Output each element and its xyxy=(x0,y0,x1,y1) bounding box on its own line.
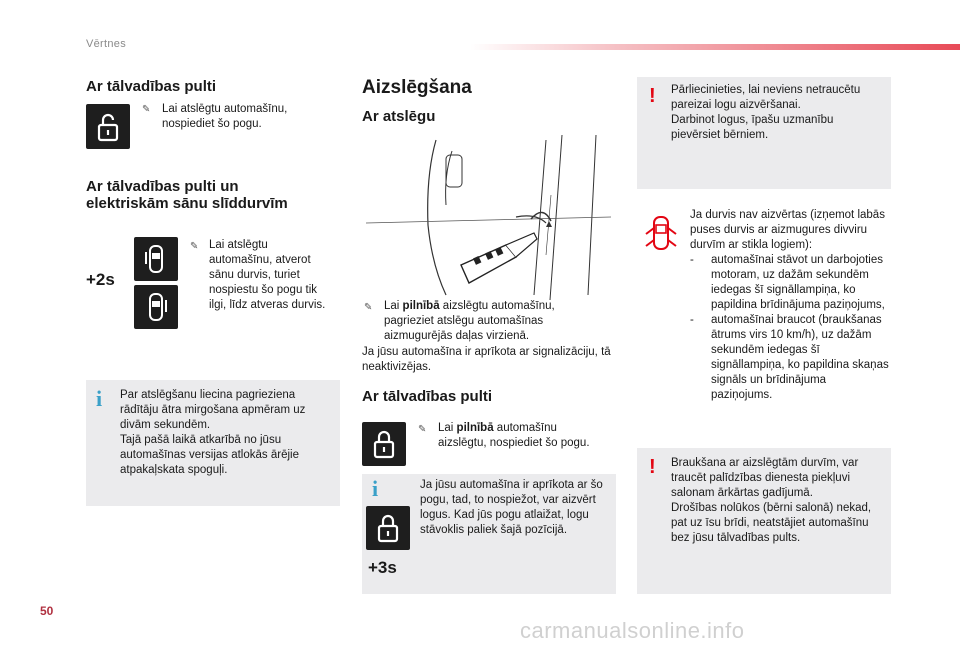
remote-lock-heading: Ar tālvadības pulti xyxy=(362,388,493,405)
warning-icon: ! xyxy=(649,456,656,478)
info-box-middle xyxy=(362,474,616,594)
sliding-door-heading xyxy=(86,178,288,212)
door-open-intro: Ja durvis nav aizvērtas (izņemot labās puses durvis ar aizmugures divviru durvīm ar stikla logiem): xyxy=(690,209,885,251)
section-label: Vērtnes xyxy=(86,38,127,50)
key-heading: Ar atslēgu xyxy=(362,108,436,125)
watermark: carmanualsonline.info xyxy=(520,618,745,643)
sliding-door-heading-line1: Ar tālvadības pulti un xyxy=(86,178,239,195)
list-item: - automašīnai braucot (braukšanas ātrums virs 10 km/h), uz dažām sekundēm iedegas šī signāllampiņa, ko papildina skaņas signāls un brīdinājuma paziņojums. xyxy=(690,313,890,403)
door-open-list xyxy=(690,253,890,403)
remote-unlock-heading: Ar tālvadības pulti xyxy=(86,78,217,95)
warning-box-locked-driving xyxy=(637,448,891,594)
sliding-door-heading-line2: elektriskām sānu slīddurvīm xyxy=(86,195,288,212)
header-accent-bar xyxy=(470,44,960,50)
info-text-left: Par atslēgšanu liecina pagrieziena rādītāju ātra mirgošana apmēram uz divām sekundēm. Tajā pašā laikā atkarībā no jūsu automašīnas versijas atlokās ārējie atpakaļskata spoguļi. xyxy=(120,389,306,476)
hold-3s-badge: +3s xyxy=(368,558,397,577)
sliding-door-left-button-icon xyxy=(134,237,178,281)
lock-button-icon xyxy=(366,506,410,550)
info-text-middle: Ja jūsu automašīna ir aprīkota ar šo pogu, tad, to nospiežot, var aizvērt logus. Kad jūs pogu atlaižat, logu stāvoklis paliek šajā pozīcijā. xyxy=(420,479,603,536)
warning-box-windows xyxy=(637,77,891,189)
key-alarm-note: Ja jūsu automašīna ir aprīkota ar signalizāciju, tā neaktivizējas. xyxy=(362,346,611,373)
info-box-left xyxy=(86,380,340,506)
remote-unlock-text: Lai atslēgtu automašīnu, nospiediet šo pogu. xyxy=(162,103,288,130)
info-icon: i xyxy=(96,386,103,411)
door-open-info xyxy=(690,208,890,403)
list-item: - automašīnai stāvot un darbojoties motoram, uz dažām sekundēm iedegas šī signāllampiņa, ko papildina brīdinājuma paziņojums, xyxy=(690,253,890,313)
bullet-icon: ✎ xyxy=(190,241,199,252)
page-number: 50 xyxy=(40,604,54,618)
bullet-icon: ✎ xyxy=(418,424,427,435)
remote-lock-text: Lai pilnībā automašīnu aizslēgtu, nospiediet šo pogu. xyxy=(438,422,590,449)
hold-2s-badge: +2s xyxy=(86,270,115,289)
door-open-warning-icon xyxy=(643,212,679,256)
bullet-icon: ✎ xyxy=(142,104,151,115)
bullet-icon: ✎ xyxy=(364,302,373,313)
sliding-door-right-button-icon xyxy=(134,285,178,329)
warning-text-locked-driving: Braukšana ar aizslēgtām durvīm, var traucēt palīdzības dienesta piekļuvi salonam ārkārtas gadījumā. Drošības nolūkos (bērni salonā) nekad, pat uz īsu brīdi, neatstājiet automašīnu bez jūsu tālvadības pults. xyxy=(671,457,872,544)
lock-button-icon xyxy=(362,422,406,466)
key-lock-text: Lai pilnībā aizslēgtu automašīnu, pagrieziet atslēgu automašīnas aizmugurējās daļas virzienā. xyxy=(384,300,555,342)
warning-icon: ! xyxy=(649,85,656,107)
info-icon: i xyxy=(372,476,379,501)
unlock-button-icon xyxy=(86,104,130,149)
page-title: Aizslēgšana xyxy=(362,77,472,98)
warning-text-windows: Pārliecinieties, lai neviens netraucētu pareizai logu aizvēršanai. Darbinot logus, īpašu uzmanību pievērsiet bērniem. xyxy=(671,84,861,141)
sliding-door-text: Lai atslēgtu automašīnu, atverot sānu durvis, turiet nospiestu šo pogu tik ilgi, līdz atveras durvis. xyxy=(209,239,326,311)
key-in-door-illustration xyxy=(366,135,616,300)
